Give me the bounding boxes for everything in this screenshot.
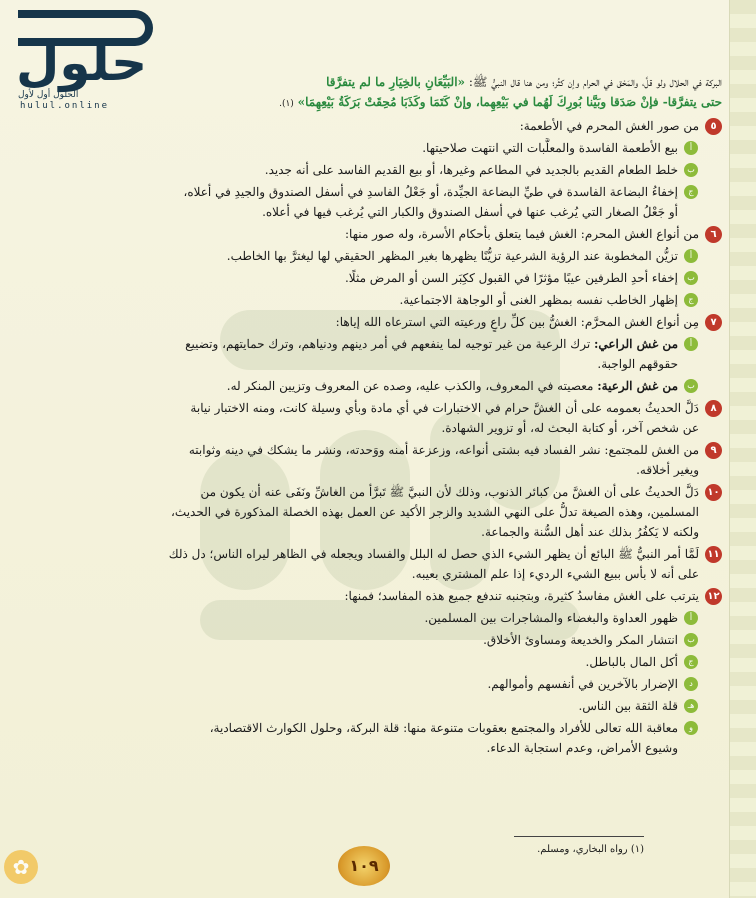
sub-item-text [42, 696, 678, 716]
sub-item-body [42, 608, 678, 628]
item-number-badge: ٦ [705, 226, 722, 243]
item-text-continued: المسلمين، وهذه الصيغة تدلُّ على النهي الشديد والزجر الأكيد عن العمل بهذه الخصلة المذكورة في الحديث، [171, 505, 699, 519]
sub-item-body [42, 138, 678, 158]
item-text-continued: ويغير أخلاقه. [636, 463, 699, 477]
item-text: من الغش للمجتمع: نشر الفساد فيه بشتى أنواعه، وزعزعة أمنه ووَحدته، ونشر ما يشكك في دينه وثوابته [188, 443, 699, 457]
sub-item-content: معصيته في المعروف، والكذب عليه، وصده عن المعروف وتزيين المنكر له. [226, 379, 598, 393]
sub-item-body [42, 630, 678, 650]
sub-item-content: ظهور العداوة والبغضاء والمشاجرات بين المسلمين. [424, 611, 678, 625]
corner-badge-icon: ✿ [4, 850, 38, 884]
main-content [42, 72, 722, 758]
sub-list-item [42, 182, 698, 222]
sub-item-label: هـ [684, 699, 698, 713]
item-text: دَلَّ الحديثُ بعمومه على أن الغشَّ حرام في الاختبارات في أي مادة وبأي وسيلة كانت، ومنه الاختبار نيابة [190, 401, 699, 415]
sub-item-label: ب [684, 633, 698, 647]
item-text: دَلَّ الحديثُ على أن الغشَّ من كبائر الذنوب، وذلك لأن النبيَّ ﷺ تَبرَّأ من الغاشِّ ونَفَى عنه أن يكون من [200, 485, 699, 499]
list-item [42, 398, 722, 438]
sub-item-text [42, 376, 678, 396]
sub-item-text [42, 608, 678, 628]
item-number-badge: ٨ [705, 400, 722, 417]
item-text: لَمَّا أمر النبيُّ ﷺ البائع أن يظهر الشيء الذي حصل له البلل والفساد ويجعله في الظاهر ليراه الناس؛ دل ذلك [168, 547, 699, 561]
sub-item-text [42, 268, 678, 288]
hadith-text: «البَيِّعَانِ بالخِيَارِ ما لم يتفرَّقا [326, 75, 466, 89]
sub-list-item [42, 718, 698, 758]
sub-list-item [42, 696, 698, 716]
sub-list-item [42, 652, 698, 672]
item-body [42, 544, 699, 584]
sub-item-body [42, 160, 678, 180]
sub-item-label: ج [684, 293, 698, 307]
item-number-badge: ١١ [705, 546, 722, 563]
sub-item-text [42, 160, 678, 180]
item-body [42, 224, 699, 244]
sub-item-label: ب [684, 163, 698, 177]
sub-item-text [42, 718, 678, 738]
sub-item-body [42, 334, 678, 374]
footnote: (١) رواه البخاري، ومسلم. [537, 844, 644, 855]
sub-item-content: إخفاءُ البضاعة الفاسدة في طيِّ البضاعة الجيِّدة، أو جَعْلُ الفاسدِ في أسفل الصندوق والجيدِ في أعلاه، [183, 185, 678, 199]
item-text-continued: ولكنه لا يَكفُرُ بذلك عند أهل السُّنة والجماعة. [481, 525, 699, 539]
sub-item-content: انتشار المكر والخديعة ومساوئ الأخلاق. [483, 633, 678, 647]
sub-item-content: ترك الرعية من غير توجيه لما ينفعهم في أمر دينهم ودنياهم، وترك حمايتهم، وتضييع [185, 337, 594, 351]
item-body [42, 312, 699, 332]
intro-line-1 [42, 72, 722, 92]
sub-item-body [42, 652, 678, 672]
intro-line-2 [42, 92, 722, 114]
sub-list-item [42, 246, 698, 266]
sub-item-body [42, 376, 678, 396]
sub-item-text [42, 290, 678, 310]
sub-item-text-continued: وشيوع الأمراض، وعدم استجابة الدعاء. [486, 741, 678, 755]
page-number: ١٠٩ [338, 846, 390, 886]
sub-item-content: معاقبة الله تعالى للأفراد والمجتمع بعقوبات متنوعة منها: قلة البركة، وحلول الكوارث الاقتصادية، [209, 721, 678, 735]
sub-item-content: تزيُّن المخطوبة عند الرؤية الشرعية تزيُّنًا يظهرها بغير المظهر الحقيقي لها ليغترَّ بها الخاطب. [226, 249, 678, 263]
item-number-badge: ٧ [705, 314, 722, 331]
sub-list-item [42, 290, 698, 310]
sub-item-label: أ [684, 611, 698, 625]
sub-item-content: إظهار الخاطب نفسه بمظهر الغنى أو الوجاهة الاجتماعية. [399, 293, 678, 307]
sub-item-label: د [684, 677, 698, 691]
sub-item-label: ب [684, 379, 698, 393]
sub-item-label: ج [684, 185, 698, 199]
sub-item-label: و [684, 721, 698, 735]
sub-list-item [42, 138, 698, 158]
logo-tagline: الحلول أول لأول [18, 90, 79, 100]
intro-text: البركة في الحلال ولو قلَّ، والمَحْق في الحرام وإن كثُر؛ ومن هنا قال النبيُّ ﷺ: [465, 75, 722, 89]
sub-item-body [42, 718, 678, 758]
item-text: يترتب على الغش مفاسدُ كثيرة، وبتجنبه تندفع جميع هذه المفاسد؛ فمنها: [344, 589, 699, 603]
list-item [42, 312, 722, 332]
logo-brand-arabic: حلول [16, 34, 148, 92]
sub-item-body [42, 182, 678, 222]
sub-item-label: ب [684, 271, 698, 285]
sub-item-text [42, 652, 678, 672]
sub-item-label: ج [684, 655, 698, 669]
item-text-continued: عن شخص آخر، أو كتابة البحث له، أو تزوير الشهادة. [441, 421, 699, 435]
list-item [42, 544, 722, 584]
sub-item-text [42, 674, 678, 694]
sub-item-content: خلط الطعام القديم بالجديد في المطاعم وغيرها، أو بيع القديم الفاسد على أنه جديد. [264, 163, 678, 177]
list-item [42, 586, 722, 606]
list-item [42, 440, 722, 480]
logo-brand-latin: hulul.online [20, 101, 110, 111]
sub-item-body [42, 268, 678, 288]
list-item [42, 482, 722, 542]
sub-item-body [42, 674, 678, 694]
sub-item-heading: من غش الراعي: [593, 337, 678, 351]
item-body [42, 116, 699, 136]
sub-item-content: الإضرار بالآخرين في أنفسهم وأموالهم. [487, 677, 678, 691]
sub-item-body [42, 246, 678, 266]
item-number-badge: ١٠ [705, 484, 722, 501]
list-item [42, 224, 722, 244]
sub-list-item [42, 608, 698, 628]
footnote-ref: (١). [279, 99, 294, 109]
item-body [42, 398, 699, 438]
item-number-badge: ١٢ [705, 588, 722, 605]
list-item [42, 116, 722, 136]
sub-item-content: أكل المال بالباطل. [585, 655, 678, 669]
sub-item-text [42, 138, 678, 158]
sub-item-text [42, 182, 678, 202]
sub-item-body [42, 290, 678, 310]
decorative-border [729, 0, 756, 898]
item-text: من أنواع الغش المحرم: الغش فيما يتعلق بأحكام الأسرة، وله صور منها: [345, 227, 699, 241]
item-body [42, 440, 699, 480]
sub-item-content: إخفاء أحدِ الطرفين عيبًا مؤثرًا في القبول ككِبَر السن أو المرض مثلًا. [344, 271, 678, 285]
sub-item-text-continued: أو جَعْلُ الصغار التي يُرغب عنها في أسفل الصندوق والكبار التي يُرغب فيها في أعلاه. [262, 205, 678, 219]
footnote-divider [514, 836, 644, 837]
sub-item-text-continued: حقوقهم الواجبة. [597, 357, 678, 371]
sub-item-label: أ [684, 337, 698, 351]
sub-item-label: أ [684, 141, 698, 155]
item-number-badge: ٥ [705, 118, 722, 135]
sub-item-content: بيع الأطعمة الفاسدة والمعلَّبات التي انتهت صلاحيتها. [422, 141, 678, 155]
sub-item-text [42, 334, 678, 354]
item-body [42, 586, 699, 606]
sub-item-text [42, 246, 678, 266]
numbered-list [42, 116, 722, 758]
sub-item-text [42, 630, 678, 650]
sub-list-item [42, 160, 698, 180]
sub-item-label: أ [684, 249, 698, 263]
sub-item-body [42, 696, 678, 716]
sub-item-content: قلة الثقة بين الناس. [578, 699, 678, 713]
sub-list-item [42, 376, 698, 396]
item-text: من صور الغش المحرم في الأطعمة: [519, 119, 699, 133]
sub-list-item [42, 334, 698, 374]
item-number-badge: ٩ [705, 442, 722, 459]
item-body [42, 482, 699, 542]
sub-item-heading: من غش الرعية: [597, 379, 678, 393]
hadith-text-cont: حتى يتفرَّقا- فإنْ صَدَقا وبَيَّنا بُورِكَ لَهُما في بَيْعِهِما، وإنْ كَتَمَا وكَذَبَا مُحِقَتْ بَرَكَةُ بَيْعِهِمَا» [297, 95, 722, 109]
sub-list-item [42, 268, 698, 288]
item-text-continued: على أنه لا بأس ببيع الشيء الرديء إذا علم المشتري بعيبه. [411, 567, 699, 581]
item-text: مِن أنواع الغش المحرَّم: الغشُّ بين كلِّ راعٍ ورعيته التي استرعاه الله إياها: [335, 315, 699, 329]
sub-list-item [42, 630, 698, 650]
sub-list-item [42, 674, 698, 694]
